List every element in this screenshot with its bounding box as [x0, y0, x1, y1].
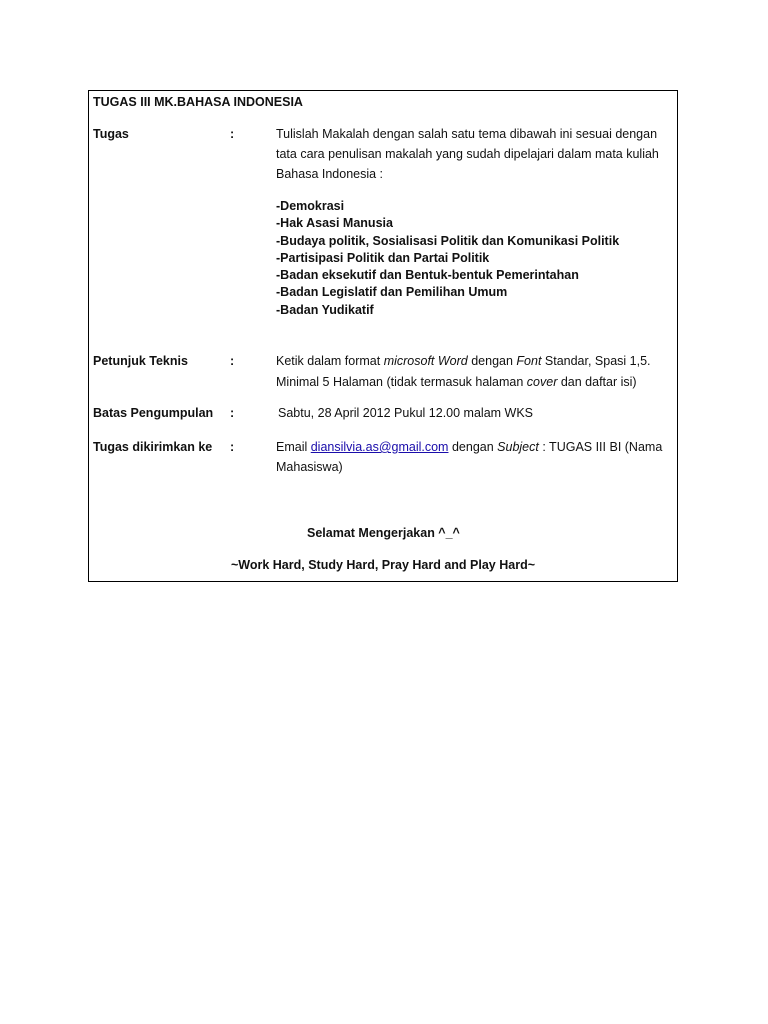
closing-greeting: Selamat Mengerjakan ^_^	[307, 526, 460, 540]
theme-item: -Demokrasi	[276, 199, 345, 213]
petunjuk-line-1: Ketik dalam format microsoft Word dengan Font Standar, Spasi 1,5.	[276, 354, 651, 368]
batas-label: Batas Pengumpulan	[93, 406, 214, 420]
tugas-label: Tugas	[93, 127, 129, 141]
tugas-line-2: tata cara penulisan makalah yang sudah dipelajari dalam mata kuliah	[276, 147, 659, 161]
theme-item: -Badan eksekutif dan Bentuk-bentuk Pemerintahan	[276, 268, 579, 283]
theme-item: -Badan Yudikatif	[276, 302, 374, 317]
tugas-line-1: Tulislah Makalah dengan salah satu tema dibawah ini sesuai dengan	[276, 127, 658, 141]
theme-item: -Partisipasi Politik dan Partai Politik	[276, 250, 490, 265]
kirim-colon: :	[230, 440, 235, 454]
tugas-line-3: Bahasa Indonesia :	[276, 167, 384, 181]
petunjuk-label: Petunjuk Teknis	[93, 354, 188, 368]
closing-motto: ~Work Hard, Study Hard, Pray Hard and Play Hard~	[230, 558, 536, 572]
petunjuk-colon: :	[230, 354, 235, 368]
batas-colon: :	[230, 406, 235, 420]
theme-list	[276, 198, 619, 319]
tugas-colon: :	[230, 127, 235, 141]
email-link[interactable]: diansilvia.as@gmail.com	[310, 440, 449, 454]
petunjuk-line-2: Minimal 5 Halaman (tidak termasuk halaman cover dan daftar isi)	[276, 375, 637, 389]
theme-item: -Badan Legislatif dan Pemilihan Umum	[276, 285, 508, 300]
theme-item: -Hak Asasi Manusia	[276, 216, 393, 231]
kirim-line-2: Mahasiswa)	[276, 460, 343, 474]
assignment-box	[88, 90, 678, 582]
document-title: TUGAS III MK.BAHASA INDONESIA	[93, 95, 303, 109]
batas-value: Sabtu, 28 April 2012 Pukul 12.00 malam WKS	[278, 406, 534, 420]
theme-item: -Budaya politik, Sosialisasi Politik dan Komunikasi Politik	[276, 233, 620, 248]
kirim-label: Tugas dikirimkan ke	[93, 440, 213, 454]
kirim-line-1: Email diansilvia.as@gmail.com dengan Subject : TUGAS III BI (Nama	[276, 440, 663, 454]
